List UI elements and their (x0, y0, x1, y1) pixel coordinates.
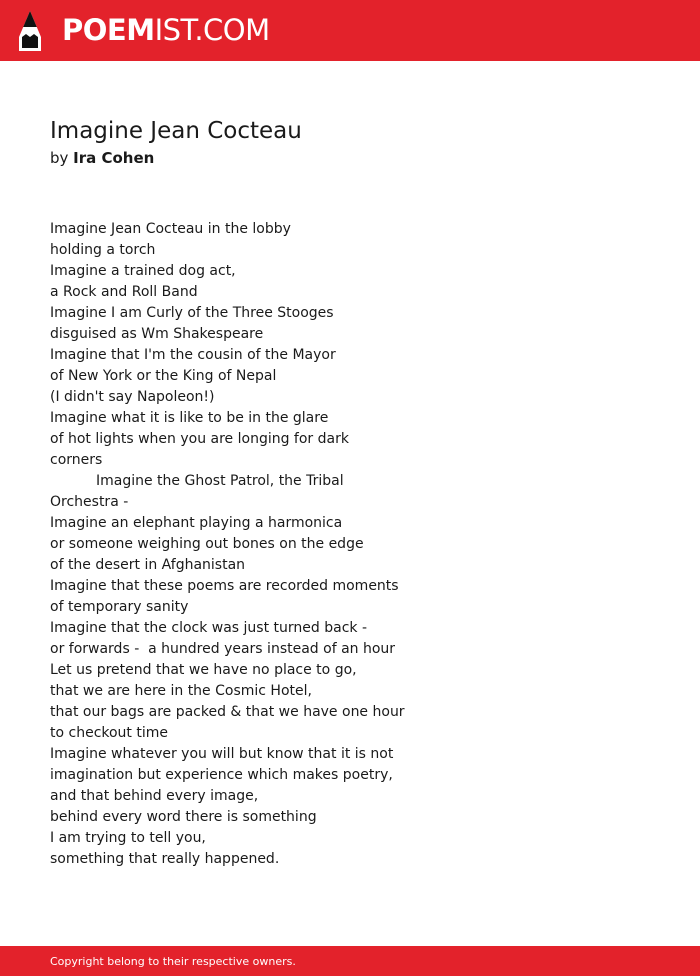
poem-line: Imagine a trained dog act, (50, 263, 236, 279)
poem-line: Imagine what it is like to be in the glare (50, 410, 329, 426)
poem-line: Let us pretend that we have no place to go, (50, 662, 357, 678)
poem-line: something that really happened. (50, 851, 280, 867)
logo-text-light: IST.COM (154, 13, 270, 47)
poem-byline (50, 148, 154, 169)
poem-line: to checkout time (50, 725, 169, 741)
poem-line: Imagine Jean Cocteau in the lobby (50, 221, 291, 237)
poem-line: of New York or the King of Nepal (50, 368, 277, 384)
poem-line: that our bags are packed & that we have one hour (50, 704, 405, 720)
poem-line: behind every word there is something (50, 809, 317, 825)
poem-line: Imagine that I'm the cousin of the Mayor (50, 347, 336, 363)
poem-line: of the desert in Afghanistan (50, 557, 246, 573)
poem-line: of temporary sanity (50, 599, 189, 615)
poem-line: corners (50, 452, 103, 468)
poem-line: Imagine that these poems are recorded moments (50, 578, 399, 594)
poem-author: Ira Cohen (73, 149, 155, 167)
site-header (0, 0, 700, 61)
poem-line: disguised as Wm Shakespeare (50, 326, 264, 342)
poem-line: Imagine I am Curly of the Three Stooges (50, 305, 334, 321)
poem-line-indented: Imagine the Ghost Patrol, the Tribal (96, 473, 344, 489)
poem-line: holding a torch (50, 242, 156, 258)
poem-line: Orchestra - (50, 494, 129, 510)
poem-line: Imagine whatever you will but know that it is not (50, 746, 394, 762)
poem-line: or forwards - a hundred years instead of an hour (50, 641, 396, 657)
poem-line: I am trying to tell you, (50, 830, 206, 846)
poem-line: or someone weighing out bones on the edge (50, 536, 364, 552)
poem-body (50, 219, 610, 870)
poem-line: imagination but experience which makes poetry, (50, 767, 393, 783)
logo-text-bold: POEM (62, 13, 155, 47)
poem-line: of hot lights when you are longing for dark (50, 431, 349, 447)
pencil-tip-icon[interactable] (18, 10, 42, 51)
poem-title: Imagine Jean Cocteau (50, 118, 302, 144)
poem-line: a Rock and Roll Band (50, 284, 198, 300)
site-footer (0, 946, 700, 976)
poem-line: that we are here in the Cosmic Hotel, (50, 683, 312, 699)
byline-prefix: by (50, 149, 74, 167)
poem-line: (I didn't say Napoleon!) (50, 389, 215, 405)
poem-line: Imagine an elephant playing a harmonica (50, 515, 343, 531)
poem-line: Imagine that the clock was just turned back - (50, 620, 368, 636)
copyright-notice: Copyright belong to their respective owners. (50, 955, 296, 968)
site-logo[interactable] (62, 10, 270, 50)
poem-line: and that behind every image, (50, 788, 259, 804)
